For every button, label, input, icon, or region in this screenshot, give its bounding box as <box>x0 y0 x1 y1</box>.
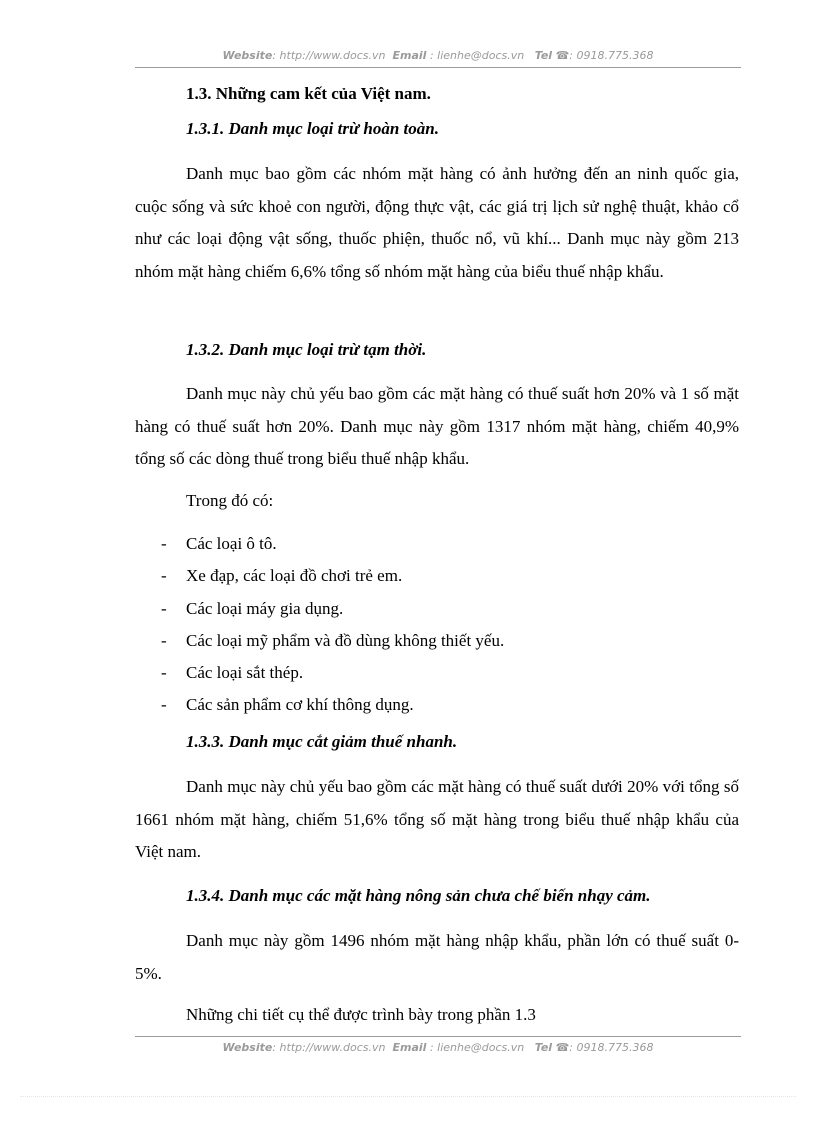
section-4-title: 1.3.4. Danh mục các mặt hàng nông sản chưa chế biến nhạy cảm. <box>186 886 651 905</box>
closing-text: Những chi tiết cụ thể được trình bày trong phần 1.3 <box>186 1005 536 1024</box>
page-header <box>135 49 741 62</box>
list-item-text: Các loại ô tô. <box>186 534 277 553</box>
section-2-list <box>135 528 739 722</box>
section-2-paragraph <box>135 378 739 476</box>
section-3-title: 1.3.3. Danh mục cắt giảm thuế nhanh. <box>186 732 458 751</box>
list-item-text: Các loại mỹ phẩm và đồ dùng không thiết yếu. <box>186 630 505 650</box>
section-1-paragraph <box>135 158 739 288</box>
bullet: - <box>161 598 167 618</box>
bullet: - <box>161 566 167 586</box>
page-bottom-edge <box>20 1096 796 1097</box>
section-1-title: 1.3.1. Danh mục loại trừ hoàn toàn. <box>186 119 439 138</box>
heading-main: 1.3. Những cam kết của Việt nam. <box>186 84 431 103</box>
footer-website-url: : http://www.docs.vn <box>272 1041 386 1054</box>
list-item-text: Các loại máy gia dụng. <box>186 598 344 618</box>
list-item <box>135 657 739 689</box>
list-item <box>135 560 739 592</box>
section-2-intro: Trong đó có: <box>186 491 274 510</box>
footer-website-label: Website <box>222 1041 273 1054</box>
list-item-text: Các sản phẩm cơ khí thông dụng. <box>186 695 414 715</box>
footer-email: : lienhe@docs.vn <box>426 1041 525 1054</box>
phone-icon: ☎ <box>555 49 570 62</box>
list-item <box>135 528 739 560</box>
phone-icon: ☎ <box>555 1041 570 1054</box>
list-item <box>135 689 739 721</box>
header-tel-label: Tel <box>534 49 553 62</box>
page-footer <box>135 1041 741 1054</box>
footer-divider <box>135 1036 741 1037</box>
list-item <box>135 593 739 625</box>
footer-email-label: Email <box>392 1041 427 1054</box>
list-item <box>135 625 739 657</box>
section-3-paragraph <box>135 771 739 869</box>
header-email: : lienhe@docs.vn <box>426 49 525 62</box>
header-website-label: Website <box>222 49 273 62</box>
section-4-text: Danh mục này gồm 1496 nhóm mặt hàng nhập khẩu, phần lớn có thuế suất 0-5%. <box>135 931 739 983</box>
header-divider <box>135 67 741 68</box>
bullet: - <box>161 695 167 715</box>
header-email-label: Email <box>392 49 427 62</box>
header-website-url: : http://www.docs.vn <box>272 49 386 62</box>
bullet: - <box>161 534 167 553</box>
bullet: - <box>161 630 167 650</box>
section-2-text: Danh mục này chủ yếu bao gồm các mặt hàng có thuế suất hơn 20% và 1 số mặt hàng có thuế suất hơn 20%. Danh mục này gồm 1317 nhóm mặt hàng, chiếm 40,9% tổng số các dòng thuế trong biểu thuế nhập khẩu. <box>135 384 739 468</box>
header-tel: : 0918.775.368 <box>569 49 654 62</box>
list-item-text: Các loại sắt thép. <box>186 663 304 683</box>
section-3-text: Danh mục này chủ yếu bao gồm các mặt hàng có thuế suất dưới 20% với tổng số 1661 nhóm mặt hàng, chiếm 51,6% tổng số mặt hàng trong biểu thuế nhập khẩu của Việt nam. <box>135 777 739 861</box>
footer-tel: : 0918.775.368 <box>569 1041 654 1054</box>
section-2-title: 1.3.2. Danh mục loại trừ tạm thời. <box>186 340 427 359</box>
section-4-paragraph <box>135 925 739 990</box>
list-item-text: Xe đạp, các loại đồ chơi trẻ em. <box>186 566 403 586</box>
section-1-text: Danh mục bao gồm các nhóm mặt hàng có ảnh hưởng đến an ninh quốc gia, cuộc sống và sức khoẻ con người, động thực vật, các giá trị lịch sử nghệ thuật, khảo cổ như các loại động vật sống, thuốc phiện, thuốc nổ, vũ khí... Danh mục này gồm 213 nhóm mặt hàng chiếm 6,6% tổng số nhóm mặt hàng của biểu thuế nhập khẩu. <box>135 164 739 281</box>
footer-tel-label: Tel <box>534 1041 553 1054</box>
bullet: - <box>161 663 167 683</box>
